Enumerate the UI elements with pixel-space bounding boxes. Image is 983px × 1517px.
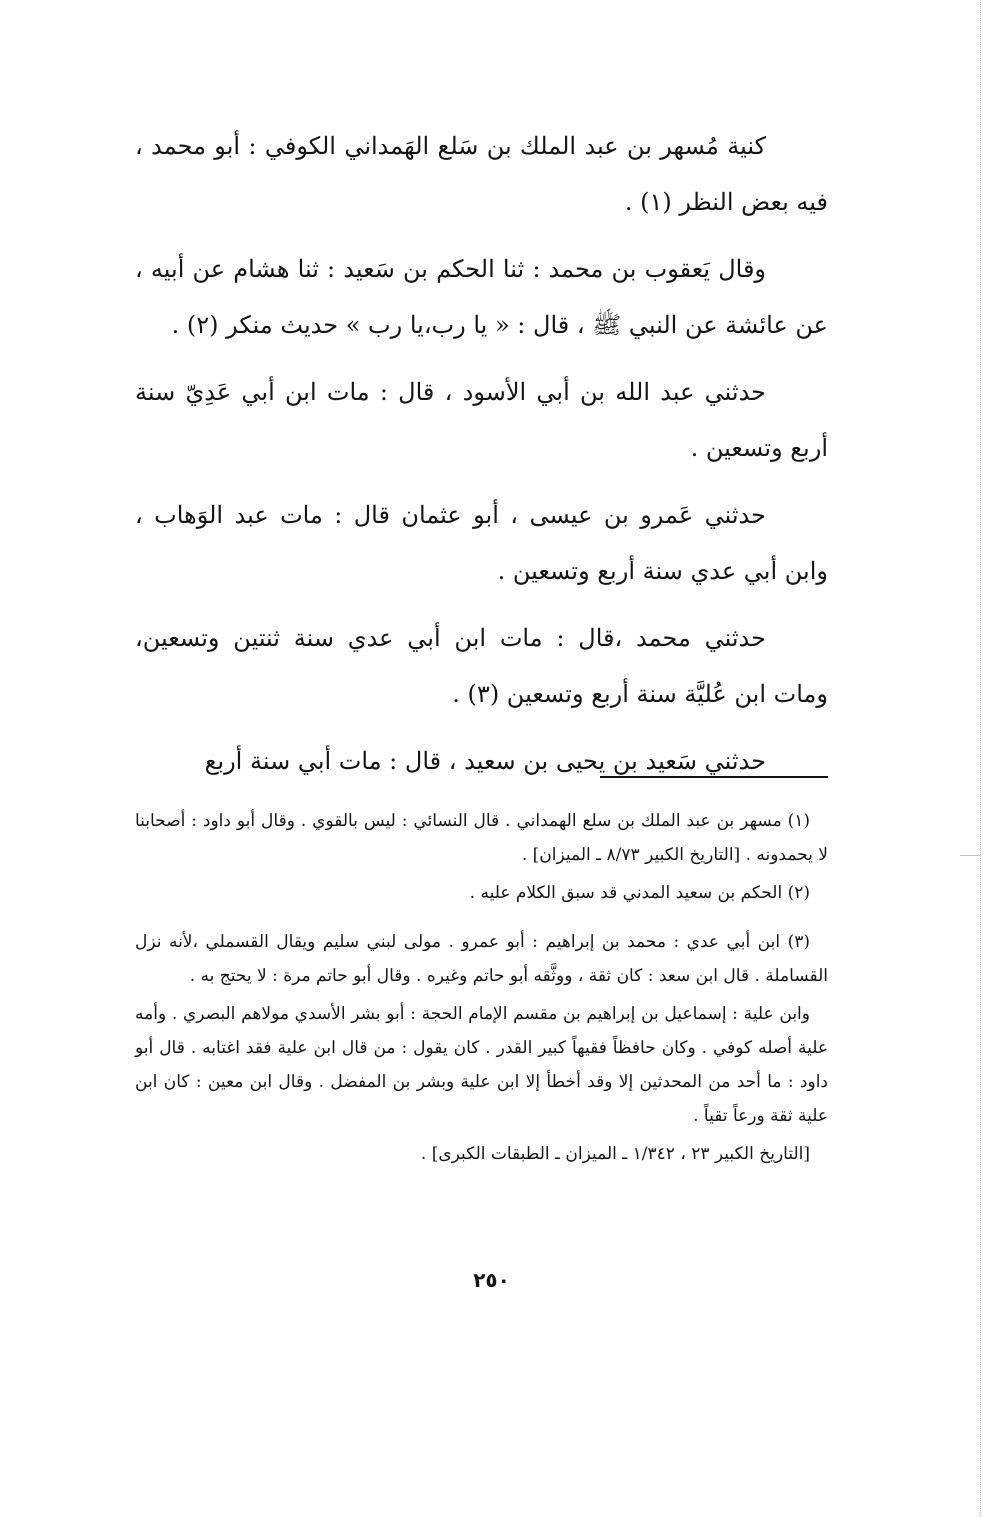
main-paragraph-2: وقال يَعقوب بن محمد : ثنا الحكم بن سَعيد : ثنا هشام عن أبيه ، عن عائشة عن النبي ﷺ ، قال : « يا رب،يا رب » حديث منكر (٢) .	[135, 255, 828, 339]
scan-edge-mark	[960, 855, 980, 856]
footnote-3: (٣) ابن أبي عدي : محمد بن إبراهيم : أبو عمرو . مولى لبني سليم ويقال القسملي ،لأنه نزل القساملة . قال ابن سعد : كان ثقة ، ووثَّقه أبو حاتم وغيره . وقال أبو حاتم مرة : لا يحتج به .	[135, 932, 828, 986]
main-paragraph-3: حدثني عبد الله بن أبي الأسود ، قال : مات ابن أبي عَدِيّ سنة أربع وتسعين .	[135, 378, 828, 462]
footnote-1: (١) مسهر بن عبد الملك بن سلع الهمداني . قال النسائي : ليس بالقوي . وقال أبو داود : أصحابنا لا يحمدونه . [التاريخ الكبير ٨/٧٣ ـ الميزان] .	[135, 811, 828, 865]
main-text	[135, 118, 828, 800]
footnotes	[135, 804, 828, 1171]
main-paragraph-1: كنية مُسهر بن عبد الملك بن سَلع الهَمداني الكوفي : أبو محمد ، فيه بعض النظر (١) .	[135, 132, 828, 216]
footnote-3-continuation: وابن علية : إسماعيل بن إبراهيم بن مقسم الإمام الحجة : أبو بشر الأسدي مولاهم البصري . وأمه علية أصله كوفي . وكان حافظاً فقيهاً كبير القدر . كان يقول : من قال ابن علية فقد اغتابه . قال أبو داود : ما أحد من المحدثين إلا وقد أخطأ إلا ابن علية وبشر بن المفضل . وقال ابن معين : كان ابن علية ثقة ورعاً تقياً .	[135, 1004, 828, 1126]
page-number: ٢٥٠	[473, 1268, 510, 1292]
main-paragraph-6: حدثني سَعيد بن يحيى بن سعيد ، قال : مات أبي سنة أربع	[204, 747, 766, 775]
footnote-2: (٢) الحكم بن سعيد المدني قد سبق الكلام عليه .	[469, 883, 810, 903]
main-paragraph-5: حدثني محمد ،قال : مات ابن أبي عدي سنة ثنتين وتسعين، ومات ابن عُليَّة سنة أربع وتسعين (٣) .	[135, 624, 828, 708]
main-paragraph-4: حدثني عَمرو بن عيسى ، أبو عثمان قال : مات عبد الوَهاب ، وابن أبي عدي سنة أربع وتسعين .	[135, 501, 828, 585]
footnote-3-sources: [التاريخ الكبير ٢٣ ، ١/٣٤٢ ـ الميزان ـ الطبقات الكبرى] .	[420, 1144, 810, 1164]
footnote-separator	[600, 776, 828, 778]
